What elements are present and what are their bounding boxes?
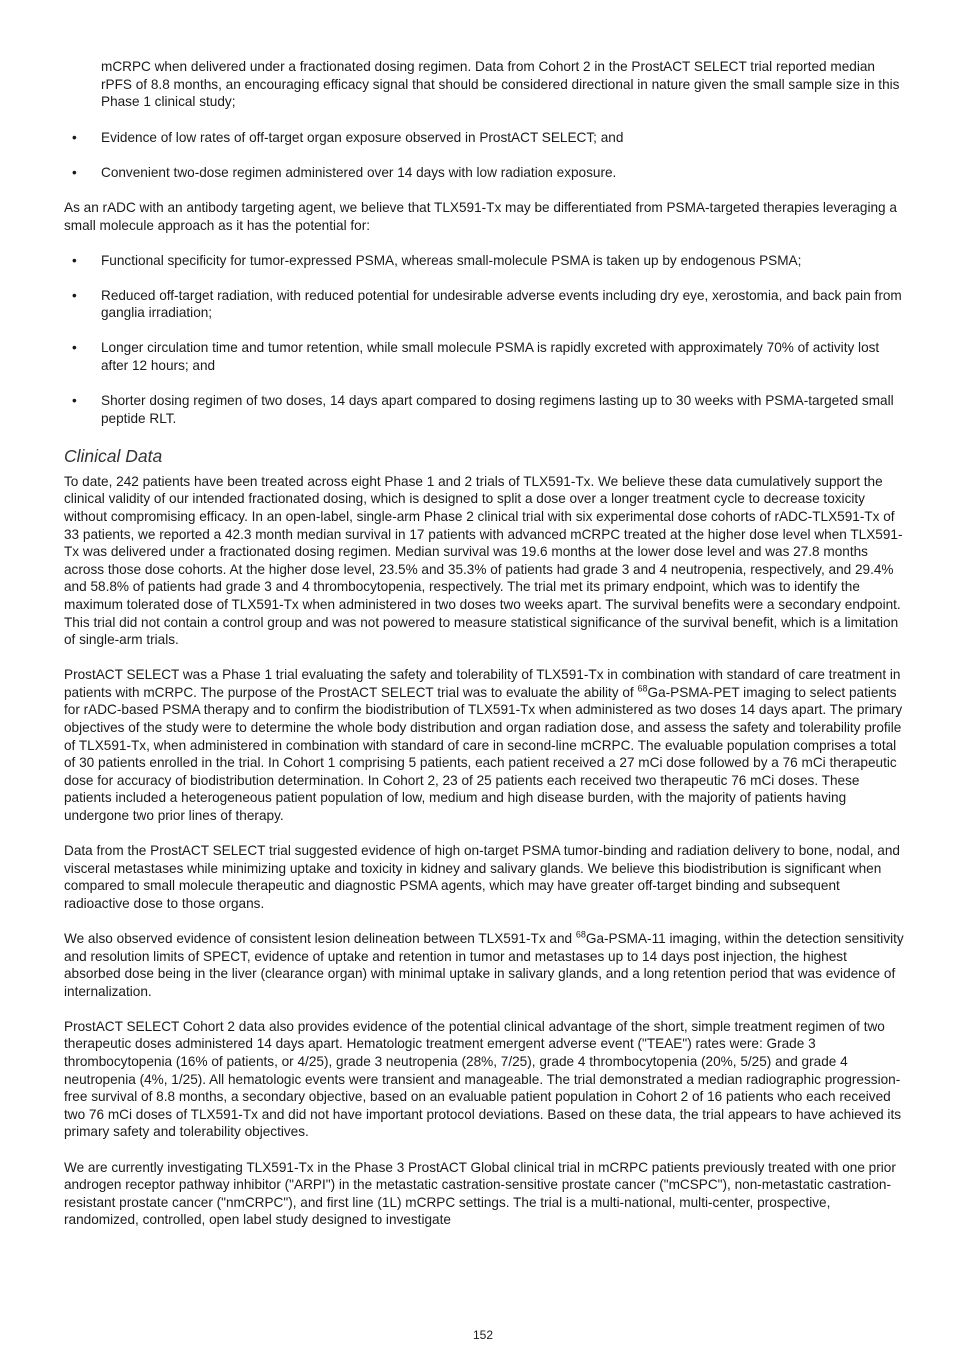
bullet-icon: • (72, 164, 77, 180)
bullet-text: Convenient two-dose regimen administered over 14 days with low radiation exposure. (101, 164, 617, 180)
bullet-text: Longer circulation time and tumor retention, while small molecule PSMA is rapidly excreted with approximately 70% of activity lost after 12 hours; and (101, 340, 880, 374)
bullet-list-b (64, 252, 906, 428)
bullet-icon: • (72, 340, 77, 356)
text-run: We also observed evidence of consistent lesion delineation between TLX591-Tx and (64, 930, 576, 946)
bullet-icon: • (72, 287, 77, 303)
text-run: Ga-PSMA-11 imaging, within the detection sensitivity and resolution limits of SPECT, evidence of uptake and retention in tumor and metastases up to 14 days post injection, the highest absorbed dose being in the liver (clearance organ) with minimal uptake in salivary glands, and a long retention period that was evidence of internalization. (64, 930, 904, 999)
body-paragraph (64, 666, 906, 824)
body-paragraph: ProstACT SELECT Cohort 2 data also provides evidence of the potential clinical advantage of the short, simple treatment regimen of two therapeutic doses administered 14 days apart. Hematologic treatment emergent adverse event ("TEAE") rates were: Grade 3 thrombocytopenia (16% of patients, or 4/25), grade 3 neutropenia (28%, 7/25), grade 4 thrombocytopenia (20%, 5/25) and grade 4 neutropenia (4%, 1/25). All hematologic events were transient and manageable. The trial demonstrated a median radiographic progression-free survival of 8.8 months, a secondary objective, based on an evaluable patient population in Cohort 2 of 16 patients who each received two 76 mCi doses of TLX591-Tx and did not have important protocol deviations. Based on these data, the trial appears to have achieved its primary safety and tolerability objectives. (64, 1018, 902, 1140)
document-page (64, 58, 906, 1246)
section-heading: Clinical Data (64, 445, 163, 466)
bullet-text: Evidence of low rates of off-target organ exposure observed in ProstACT SELECT; and (101, 129, 624, 145)
intro-paragraph: As an rADC with an antibody targeting agent, we believe that TLX591-Tx may be differentiated from PSMA-targeted therapies leveraging a small molecule approach as it has the potential for: (64, 199, 897, 233)
body-paragraph (64, 930, 906, 1000)
text-run: Ga-PSMA-PET imaging to select patients for rADC-based PSMA therapy and to confirm the biodistribution of TLX591-Tx when administered as two doses 14 days apart. The primary objectives of the study were to determine the whole body distribution and organ radiation dose, and assess the safety and tolerability profile of TLX591-Tx, when administered in combination with standard of care in second-line mCRPC. The evaluable population comprises a total of 30 patients enrolled in the trial. In Cohort 1 comprising 5 patients, each patient received a 27 mCi dose followed by a 76 mCi therapeutic dose for accuracy of biodistribution determination. In Cohort 2, 23 of 25 patients each received two therapeutic 76 mCi doses. These patients included a heterogeneous patient population of low, medium and high disease burden, with the majority of patients having undergone two prior lines of therapy. (64, 684, 903, 823)
bullet-item (64, 339, 906, 374)
body-paragraph: To date, 242 patients have been treated across eight Phase 1 and 2 trials of TLX591-Tx. We believe these data cumulatively support the clinical validity of our intended fractionated dosing, which is designed to split a dose over a longer treatment cycle to decrease toxicity without compromising efficacy. In an open-label, single-arm Phase 2 clinical trial with six experimental dose cohorts of rADC-TLX591-Tx of 33 patients, we reported a 42.3 month median survival in 17 patients with advanced mCRPC treated at the higher dose level when TLX591-Tx was delivered under a fractionated dosing regimen. Median survival was 19.6 months at the lower dose level and was 27.8 months across those dose cohorts. At the higher dose level, 23.5% and 35.3% of patients had grade 3 and 4 neutropenia, respectively, and 29.4% and 58.8% of patients had grade 3 and 4 thrombocytopenia, respectively. The trial met its primary endpoint, which was to identify the maximum tolerated dose of TLX591-Tx when administered in two doses two weeks apart. The survival benefits were a secondary endpoint. This trial did not contain a control group and was not powered to measure statistical significance of the survival benefit, which is a limitation of single-arm trials. (64, 473, 903, 648)
page-number: 152 (472, 1328, 494, 1342)
continuation-paragraph: mCRPC when delivered under a fractionated dosing regimen. Data from Cohort 2 in the ProstACT SELECT trial reported median rPFS of 8.8 months, an encouraging efficacy signal that should be considered directional in nature given the small sample size in this Phase 1 clinical study; (101, 59, 900, 110)
bullet-item (64, 164, 906, 182)
bullet-list-a (64, 129, 906, 182)
bullet-item (64, 287, 906, 322)
body-paragraph: We are currently investigating TLX591-Tx in the Phase 3 ProstACT Global clinical trial in mCRPC patients previously treated with one prior androgen receptor pathway inhibitor ("ARPI") in the metastatic castration-sensitive prostate cancer ("mCSPC"), non-metastatic castration-resistant prostate cancer ("nmCRPC"), and first line (1L) mCRPC settings. The trial is a multi-national, multi-center, prospective, randomized, controlled, open label study designed to investigate (64, 1159, 896, 1228)
bullet-item (64, 129, 906, 147)
bullet-item (64, 252, 906, 270)
superscript: 68 (637, 683, 648, 694)
bullet-item (64, 392, 906, 427)
body-paragraph: Data from the ProstACT SELECT trial suggested evidence of high on-target PSMA tumor-binding and radiation delivery to bone, nodal, and visceral metastases while minimizing uptake and toxicity in kidney and salivary glands. We believe this biodistribution is significant when compared to small molecule therapeutic and diagnostic PSMA agents, which may have greater off-target binding and subsequent radioactive dose to those organs. (64, 843, 900, 911)
bullet-text: Shorter dosing regimen of two doses, 14 days apart compared to dosing regimens lasting up to 30 weeks with PSMA-targeted small peptide RLT. (101, 393, 894, 426)
bullet-text: Reduced off-target radiation, with reduced potential for undesirable adverse events including dry eye, xerostomia, and back pain from ganglia irradiation; (101, 287, 902, 321)
bullet-icon: • (72, 393, 77, 409)
text-run: ProstACT SELECT was a Phase 1 trial evaluating the safety and tolerability of TLX591-Tx in combination with standard of care treatment in patients with mCRPC. The purpose of the ProstACT SELECT trial was to evaluate the ability of (64, 667, 901, 700)
superscript: 68 (575, 929, 586, 940)
bullet-icon: • (72, 129, 77, 145)
bullet-text: Functional specificity for tumor-expressed PSMA, whereas small-molecule PSMA is taken up by endogenous PSMA; (101, 252, 802, 268)
bullet-icon: • (72, 252, 77, 268)
